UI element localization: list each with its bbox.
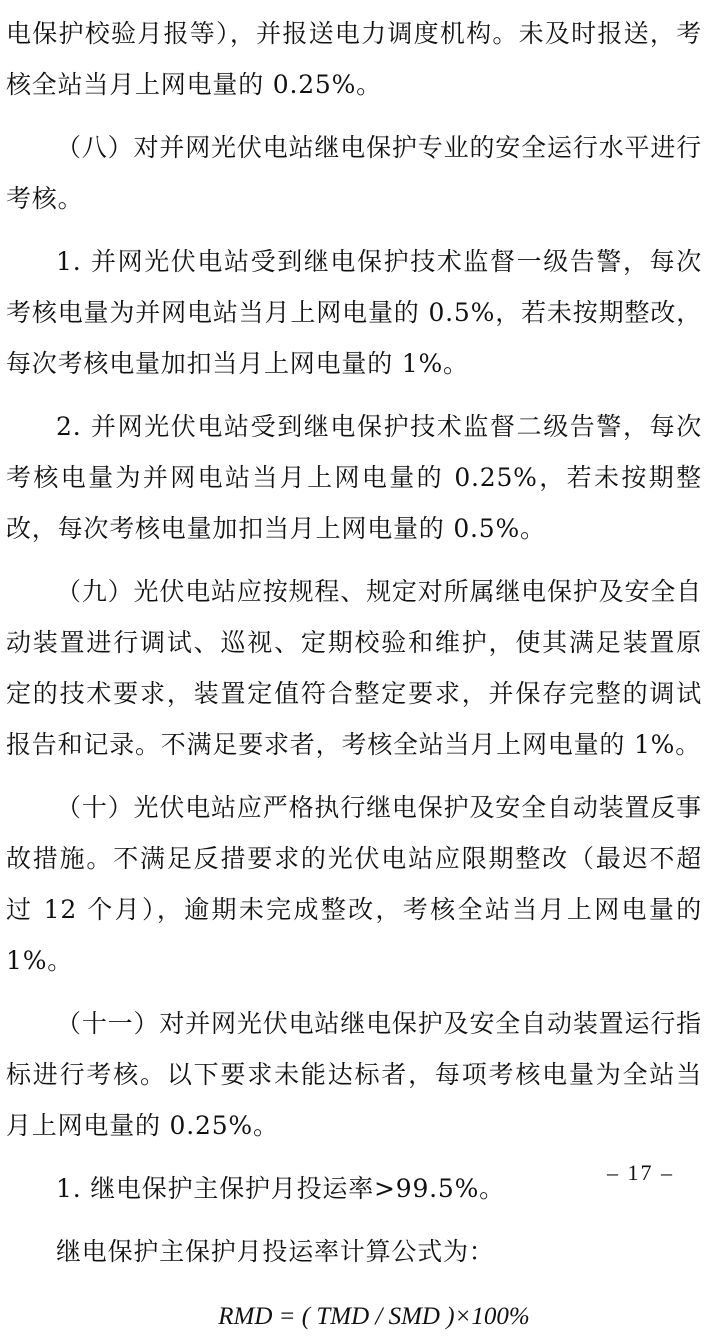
paragraph-formula-intro: 继电保护主保护月投运率计算公式为： [56, 1237, 495, 1266]
paragraph-item-1-operation-rate: 1. 继电保护主保护月投运率>99.5%。 [56, 1174, 505, 1203]
document-body [6, 8, 702, 1342]
formula-rmd: RMD = ( TMD / SMD )×100% [218, 1303, 530, 1330]
paragraph-section-8: （八）对并网光伏电站继电保护专业的安全运行水平进行考核。 [6, 133, 702, 213]
page-number: – 17 – [607, 1160, 674, 1185]
paragraph-section-11: （十一）对并网光伏电站继电保护及安全自动装置运行指标进行考核。以下要求未能达标者，每项考核电量为全站当月上网电量的 0.25%。 [6, 1009, 702, 1140]
paragraph-item-1-level1-alarm: 1. 并网光伏电站受到继电保护技术监督一级告警，每次考核电量为并网电站当月上网电量的 0.5%，若未按期整改，每次考核电量加扣当月上网电量的 1%。 [6, 247, 702, 378]
paragraph-section-10: （十）光伏电站应严格执行继电保护及安全自动装置反事故措施。不满足反措要求的光伏电站应限期整改（最迟不超过 12 个月），逾期未完成整改，考核全站当月上网电量的 1%。 [6, 793, 702, 975]
paragraph-continuation: 电保护校验月报等），并报送电力调度机构。未及时报送，考核全站当月上网电量的 0.25%。 [6, 19, 702, 99]
paragraph-section-9: （九）光伏电站应按规程、规定对所属继电保护及安全自动装置进行调试、巡视、定期校验和维护，使其满足装置原定的技术要求，装置定值符合整定要求，并保存完整的调试报告和记录。不满足要求者，考核全站当月上网电量的 1%。 [6, 577, 702, 759]
paragraph-item-2-level2-alarm: 2. 并网光伏电站受到继电保护技术监督二级告警，每次考核电量为并网电站当月上网电量的 0.25%，若未按期整改，每次考核电量加扣当月上网电量的 0.5%。 [6, 412, 702, 543]
